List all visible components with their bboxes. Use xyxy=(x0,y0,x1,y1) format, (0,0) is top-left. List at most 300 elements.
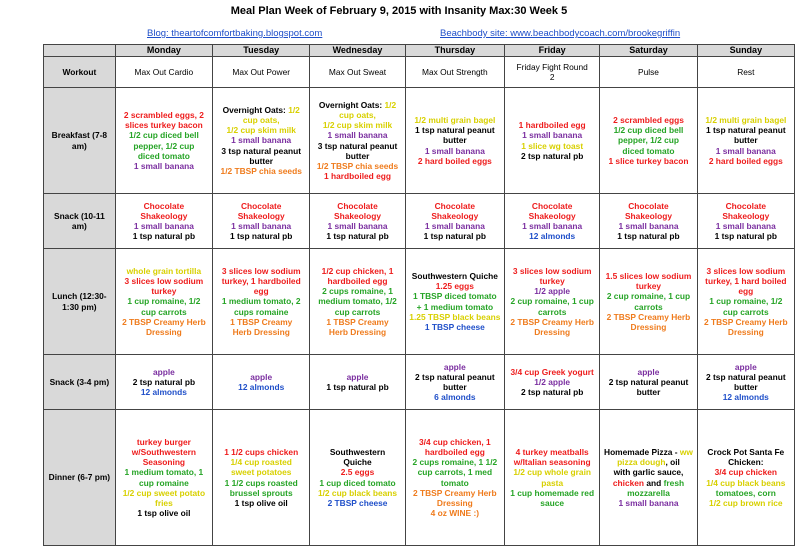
meal-item: 2 TBSP Creamy Herb xyxy=(704,316,788,327)
meal-line xyxy=(700,135,792,145)
meal-row xyxy=(44,355,795,410)
meal-line xyxy=(215,266,307,276)
meal-item: 2 cup romaine, 1 cup xyxy=(606,291,691,302)
meal-item: 2 cups romaine, 1 1/2 xyxy=(412,457,498,467)
meal-item: 1 TBSP cheese xyxy=(424,322,485,332)
meal-item: butter xyxy=(636,387,661,398)
meal-line xyxy=(408,488,502,498)
meal-item: 1/2 cup whole grain xyxy=(513,467,592,478)
meal-item: 1 hardboiled egg xyxy=(518,120,586,130)
meal-item: pepper, 1/2 cup xyxy=(617,135,679,146)
corner-cell xyxy=(44,45,116,57)
meal-item: 1 cup romaine, 1/2 xyxy=(127,296,201,307)
meal-cell xyxy=(505,88,600,194)
page-title: Meal Plan Week of February 9, 2015 with Insanity Max:30 Week 5 xyxy=(230,5,568,17)
meal-item: + 1 medium tomato xyxy=(416,301,494,312)
meal-item: apple xyxy=(250,371,273,382)
meal-line xyxy=(507,130,597,140)
meal-item: butter xyxy=(442,135,467,146)
meal-item: Homemade Pizza - xyxy=(604,446,680,457)
meal-item: 1/2 TBSP chia seeds xyxy=(316,161,399,171)
row-label: Snack (10-11 am) xyxy=(44,194,116,249)
meal-item: cups romaine xyxy=(233,306,289,317)
meal-item: Dressing xyxy=(630,322,667,332)
meal-line xyxy=(602,478,694,488)
meal-cell xyxy=(405,249,504,355)
meal-line xyxy=(118,110,210,120)
meal-item: 1 slice wg toast xyxy=(521,140,584,151)
meal-line xyxy=(118,377,210,387)
meal-line xyxy=(215,231,307,241)
meal-item: 2 scrambled eggs xyxy=(613,114,684,125)
meal-line xyxy=(312,100,402,121)
meal-item: brussel sprouts xyxy=(229,487,293,498)
meal-cell xyxy=(115,410,212,546)
meal-item: Max Out Cardio xyxy=(134,66,194,77)
meal-item: 1 1/2 cups chicken xyxy=(224,446,299,457)
meal-item: 1 tsp natural peanut xyxy=(415,125,495,136)
blog-link[interactable]: Blog: theartofcomfortbaking.blogspot.com xyxy=(147,28,323,39)
meal-line xyxy=(408,508,502,518)
meal-item: 12 almonds xyxy=(140,387,187,398)
meal-line xyxy=(408,281,502,291)
meal-item: 1 tsp natural pb xyxy=(326,231,389,242)
meal-line xyxy=(215,286,307,296)
day-header: Thursday xyxy=(405,45,504,57)
meal-line xyxy=(602,281,694,291)
meal-line xyxy=(408,322,502,332)
meal-cell xyxy=(697,249,794,355)
meal-cell xyxy=(405,355,504,410)
meal-cell xyxy=(600,355,697,410)
meal-cell xyxy=(697,88,794,194)
meal-cell xyxy=(115,355,212,410)
meal-item: 1 tsp natural peanut xyxy=(706,125,786,136)
meal-item: 2 tsp natural pb xyxy=(132,376,196,387)
meal-line xyxy=(507,327,597,337)
meal-line xyxy=(118,231,210,241)
meal-item: 1/2 apple xyxy=(534,286,571,297)
meal-line xyxy=(118,488,210,498)
meal-line xyxy=(700,307,792,317)
meal-line xyxy=(312,130,402,140)
meal-line xyxy=(118,161,210,171)
meal-item: 1 tsp natural pb xyxy=(714,231,777,242)
meal-item: 1 small banana xyxy=(715,145,776,156)
meal-item: butter xyxy=(442,382,467,392)
meal-item: 1/2 cup skim milk xyxy=(226,125,296,136)
meal-line xyxy=(215,125,307,135)
meal-cell xyxy=(310,249,405,355)
meal-item: 2 tsp natural pb xyxy=(520,387,584,398)
meal-line xyxy=(215,201,307,211)
meal-item: Seasoning xyxy=(142,457,186,467)
meal-line xyxy=(507,467,597,477)
meal-item: 2 TBSP Creamy Herb xyxy=(413,487,497,498)
meal-row xyxy=(44,88,795,194)
meal-line xyxy=(408,115,502,125)
meal-line xyxy=(215,478,307,488)
meal-line xyxy=(312,447,402,457)
meal-line xyxy=(215,327,307,337)
meal-line xyxy=(408,156,502,166)
meal-item: Shakeology xyxy=(334,210,382,221)
meal-item: 1/2 cup diced bell xyxy=(128,130,199,141)
meal-line xyxy=(118,307,210,317)
meal-item: 2 TBSP Creamy Herb xyxy=(122,316,206,327)
meal-line xyxy=(408,125,502,135)
meal-line xyxy=(700,115,792,125)
meal-item: 3 slices low sodium xyxy=(512,265,592,276)
meal-item: 1 small banana xyxy=(133,161,194,171)
meal-item: Shakeology xyxy=(624,210,672,221)
meal-line xyxy=(700,221,792,231)
meal-line xyxy=(118,296,210,306)
meal-item: 1 small banana xyxy=(424,221,485,231)
meal-line xyxy=(312,67,402,77)
meal-line xyxy=(312,372,402,382)
meal-item: Pulse xyxy=(638,66,659,77)
meal-line xyxy=(602,467,694,477)
meal-item: 6 almonds xyxy=(434,392,476,403)
meal-line xyxy=(700,125,792,135)
meal-rows xyxy=(44,57,795,546)
meal-cell xyxy=(405,57,504,88)
meal-item: Shakeology xyxy=(722,210,770,221)
meal-item: cup carrots xyxy=(723,306,769,317)
meal-item: 1.25 TBSP black beans xyxy=(409,311,501,322)
meal-line xyxy=(215,211,307,221)
meal-item: 1 small banana xyxy=(231,135,292,146)
meal-line xyxy=(507,488,597,498)
meal-line xyxy=(215,135,307,145)
meal-item: pepper, 1/2 cup xyxy=(133,140,195,151)
meal-line xyxy=(312,457,402,467)
meal-item: turkey xyxy=(539,275,565,286)
meal-item: 3 tsp natural peanut xyxy=(221,145,301,156)
day-header: Wednesday xyxy=(310,45,405,57)
meal-line xyxy=(602,125,694,135)
row-label: Workout xyxy=(44,57,116,88)
meal-line xyxy=(215,467,307,477)
meal-line xyxy=(312,467,402,477)
meal-item: turkey, 1 hardboiled xyxy=(221,275,301,286)
row-label: Snack (3-4 pm) xyxy=(44,355,116,410)
meal-item: egg xyxy=(253,286,269,297)
meal-line xyxy=(700,457,792,467)
meal-item: w/Southwestern xyxy=(131,446,196,457)
meal-line xyxy=(507,307,597,317)
meal-cell xyxy=(310,57,405,88)
meal-item: tomatoes, corn xyxy=(715,487,776,498)
meal-line xyxy=(118,151,210,161)
meal-item: diced tomato xyxy=(137,150,190,161)
meal-line xyxy=(215,156,307,166)
meal-line xyxy=(215,457,307,467)
meal-cell xyxy=(213,57,310,88)
meal-item: butter xyxy=(733,135,758,146)
meal-line xyxy=(408,67,502,77)
meal-item: Chicken: xyxy=(728,457,764,467)
meal-line xyxy=(215,447,307,457)
meal-item: 1 tsp olive oil xyxy=(234,498,288,508)
meal-cell xyxy=(600,249,697,355)
meal-line xyxy=(408,135,502,145)
meal-line xyxy=(118,266,210,276)
meal-item: Chocolate xyxy=(725,200,767,211)
meal-item: cup carrots, 1 med xyxy=(417,467,493,478)
meal-item: slices turkey bacon xyxy=(125,120,203,130)
meal-line xyxy=(700,478,792,488)
meal-item: apple xyxy=(637,366,660,377)
meal-item: Herb Dressing xyxy=(328,327,387,338)
meal-item: turkey, 1 hard boiled xyxy=(705,275,787,286)
meal-item: Rest xyxy=(737,66,755,77)
meal-line xyxy=(700,201,792,211)
meal-item: , oil xyxy=(665,457,680,467)
meal-line xyxy=(215,317,307,327)
meal-item: 2 TBSP Creamy Herb xyxy=(606,311,691,322)
meal-item: Max Out Power xyxy=(232,66,291,77)
meal-line xyxy=(700,146,792,156)
meal-line xyxy=(118,317,210,327)
row-label: Lunch (12:30-1:30 pm) xyxy=(44,249,116,355)
beachbody-link[interactable]: Beachbody site: www.beachbodycoach.com/brookegriffin xyxy=(440,28,681,39)
meal-line xyxy=(602,447,694,468)
meal-line xyxy=(408,372,502,382)
meal-line xyxy=(507,296,597,306)
meal-line xyxy=(312,201,402,211)
meal-line xyxy=(118,130,210,140)
meal-line xyxy=(215,105,307,126)
meal-item: 1 tsp olive oil xyxy=(137,508,191,519)
meal-item: Quiche xyxy=(343,457,372,467)
meal-item: mozzarella xyxy=(627,487,670,498)
meal-line xyxy=(700,447,792,457)
meal-item: 1 cup romaine, 1/2 xyxy=(709,296,783,307)
meal-item: 1/2 cup oats, xyxy=(242,104,300,125)
meal-item: egg xyxy=(738,286,754,297)
meal-cell xyxy=(405,88,504,194)
meal-item: apple xyxy=(443,361,466,372)
meal-item: 1 1/2 cups roasted xyxy=(224,477,298,488)
meal-line xyxy=(700,488,792,498)
meal-item: sweet potatoes xyxy=(230,467,292,478)
meal-item: Chocolate xyxy=(628,200,669,211)
day-header: Friday xyxy=(505,45,600,57)
meal-item: Shakeology xyxy=(528,210,576,221)
meal-line xyxy=(312,286,402,296)
meal-item: 1 small banana xyxy=(522,221,583,231)
meal-line xyxy=(700,276,792,286)
meal-item: Shakeology xyxy=(431,210,479,221)
meal-line xyxy=(408,271,502,281)
meal-row xyxy=(44,249,795,355)
meal-item: 1/4 cup black beans xyxy=(706,477,786,488)
meal-line xyxy=(408,478,502,488)
meal-line xyxy=(408,467,502,477)
meal-line xyxy=(602,291,694,301)
meal-line xyxy=(118,478,210,488)
meal-line xyxy=(312,276,402,286)
day-header: Monday xyxy=(115,45,212,57)
meal-item: Dressing xyxy=(534,327,571,338)
meal-item: 1/2 cup black beans xyxy=(317,487,398,498)
meal-cell xyxy=(505,249,600,355)
meal-item: 1 cup homemade red xyxy=(510,487,595,498)
meal-line xyxy=(507,62,597,72)
meal-item: 1 TBSP Creamy xyxy=(326,316,389,327)
meal-line xyxy=(700,327,792,337)
meal-line xyxy=(408,291,502,301)
meal-line xyxy=(507,120,597,130)
meal-line xyxy=(507,286,597,296)
meal-line xyxy=(118,221,210,231)
meal-cell xyxy=(600,57,697,88)
meal-item: 2.5 eggs xyxy=(340,467,375,478)
meal-line xyxy=(507,72,597,82)
meal-item: Max Out Sweat xyxy=(328,66,387,77)
meal-cell xyxy=(600,88,697,194)
meal-cell xyxy=(115,57,212,88)
meal-line xyxy=(602,367,694,377)
meal-item: tomato xyxy=(440,477,469,488)
meal-item: 2 tsp natural pb xyxy=(520,150,584,161)
meal-line xyxy=(700,498,792,508)
meal-item: 1 small banana xyxy=(327,130,388,141)
meal-line xyxy=(312,120,402,130)
meal-line xyxy=(408,457,502,467)
meal-item: 1 small banana xyxy=(133,221,194,231)
meal-line xyxy=(700,286,792,296)
meal-line xyxy=(507,221,597,231)
meal-item: Dressing xyxy=(727,327,764,338)
meal-item: Crock Pot Santa Fe xyxy=(707,446,785,457)
meal-item: hardboiled egg xyxy=(327,275,388,286)
meal-item: 12 almonds xyxy=(529,231,576,242)
meal-item: cup carrots xyxy=(141,306,187,317)
meal-line xyxy=(602,115,694,125)
meal-item: 3/4 cup Greek yogurt xyxy=(510,366,594,377)
meal-line xyxy=(507,457,597,467)
meal-cell xyxy=(213,355,310,410)
meal-item: w/Italian seasoning xyxy=(513,457,591,467)
meal-item: 2 TBSP Creamy Herb xyxy=(510,316,594,327)
meal-item: 3 tsp natural peanut xyxy=(317,140,398,151)
meal-line xyxy=(700,67,792,77)
meal-item: 1 hardboiled egg xyxy=(324,171,392,182)
meal-line xyxy=(118,467,210,477)
meal-line xyxy=(118,211,210,221)
meal-item: 2 tsp natural peanut xyxy=(608,376,689,387)
meal-cell xyxy=(310,355,405,410)
meal-item: diced tomato xyxy=(622,145,675,156)
meal-line xyxy=(507,498,597,508)
meal-line xyxy=(408,211,502,221)
meal-line xyxy=(408,382,502,392)
meal-item: pasta xyxy=(541,477,564,488)
meal-item: 3 slices low sodium xyxy=(221,265,301,276)
meal-cell xyxy=(697,194,794,249)
meal-item: turkey xyxy=(151,286,177,297)
meal-item: 4 turkey meatballs xyxy=(515,446,589,457)
meal-cell xyxy=(213,88,310,194)
meal-item: 1 small banana xyxy=(231,221,292,231)
meal-cell xyxy=(600,194,697,249)
meal-line xyxy=(700,296,792,306)
meal-item: Dressing xyxy=(145,327,182,338)
day-header: Tuesday xyxy=(213,45,310,57)
meal-item: 1/4 cup roasted xyxy=(230,457,292,467)
meal-item: 3 slices low sodium xyxy=(706,265,786,276)
meal-item: 1.5 slices low sodium xyxy=(605,270,692,281)
meal-line xyxy=(700,266,792,276)
meal-line xyxy=(215,488,307,498)
meal-item: 1 medium tomato, 1 xyxy=(124,467,204,478)
meal-item: butter xyxy=(733,382,758,392)
meal-line xyxy=(700,362,792,372)
meal-item: 1 small banana xyxy=(327,221,388,231)
row-label: Breakfast (7-8 am) xyxy=(44,88,116,194)
meal-item: fresh xyxy=(663,477,685,488)
meal-item: Herb Dressing xyxy=(232,327,290,338)
meal-cell xyxy=(115,194,212,249)
meal-item: 2 TBSP cheese xyxy=(327,498,388,508)
meal-item: 2 tsp natural peanut xyxy=(415,371,495,382)
meal-item: Chocolate xyxy=(531,200,573,211)
meal-line xyxy=(700,156,792,166)
meal-item: apple xyxy=(346,371,369,382)
meal-line xyxy=(507,266,597,276)
meal-line xyxy=(408,498,502,508)
meal-item: 1/2 apple xyxy=(534,376,571,387)
meal-item: 2 cup romaine, 1 cup xyxy=(510,296,594,307)
meal-line xyxy=(602,498,694,508)
meal-line xyxy=(700,467,792,477)
meal-item: hardboiled egg xyxy=(424,446,485,457)
meal-line xyxy=(602,135,694,145)
meal-item: cup romaine xyxy=(138,477,189,488)
meal-cell xyxy=(405,410,504,546)
meal-line xyxy=(700,211,792,221)
meal-item: Dressing xyxy=(436,498,473,508)
meal-item: Chocolate xyxy=(240,200,282,211)
meal-item: 2 hard boiled eggs xyxy=(417,155,492,166)
meal-line xyxy=(215,146,307,156)
meal-line xyxy=(118,276,210,286)
meal-line xyxy=(312,221,402,231)
meal-item: 1 tsp natural pb xyxy=(423,231,487,242)
meal-item: chicken xyxy=(612,477,645,488)
header-row xyxy=(44,45,795,57)
meal-line xyxy=(507,201,597,211)
meal-line xyxy=(312,488,402,498)
meal-item: 1 tsp natural pb xyxy=(230,231,293,242)
meal-item: 2 cups romaine, 1 xyxy=(322,286,393,297)
meal-cell xyxy=(310,88,405,194)
meal-line xyxy=(602,156,694,166)
meal-item: 2 scrambled eggs, 2 xyxy=(123,109,204,120)
meal-item: 12 almonds xyxy=(238,382,285,392)
meal-cell xyxy=(213,249,310,355)
meal-line xyxy=(700,231,792,241)
meal-item: 1 small banana xyxy=(618,221,679,231)
meal-line xyxy=(118,286,210,296)
meal-line xyxy=(507,447,597,457)
meal-row xyxy=(44,194,795,249)
meal-item: carrots xyxy=(634,301,663,312)
meal-line xyxy=(602,322,694,332)
